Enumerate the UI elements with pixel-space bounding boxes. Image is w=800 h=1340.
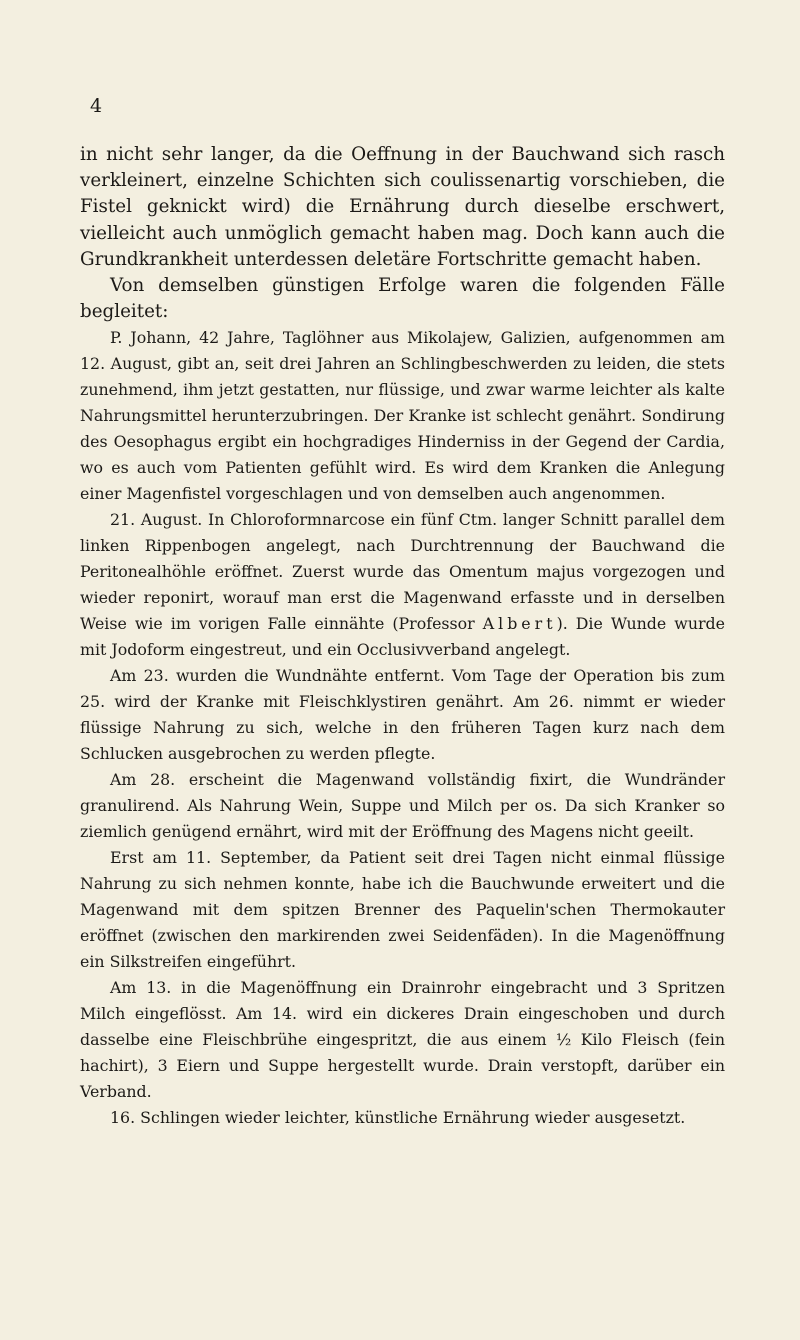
case-day28-paragraph: Am 28. erscheint die Magenwand vollständig fixirt, die Wundränder granulirend. Als Nahrung Wein, Suppe und Milch per os. Da sich Kranker so ziemlich genügend ernährt, wird mit der Eröffnung des Magens nicht geeilt. [80,770,725,842]
case-day13-paragraph [80,975,725,1105]
operation-text-start: 21. August. In Chloroformnarcose ein fünf Ctm. langer Schnitt parallel dem linken Rippenbogen angelegt, nach Durchtrennung der Bauchwand die Peritonealhöhle eröffnet. Zuerst wurde das Omentum majus vorgezogen und wieder reponirt, worauf man erst die Magenwand erfasste und in derselben Weise wie im vorigen Falle einnähte (Professor [80,510,725,634]
case-day16-paragraph: 16. Schlingen wieder leichter, künstliche Ernährung wieder ausgesetzt. [110,1108,686,1128]
day13-text-end: Kilo Fleisch (fein hachirt), 3 Eiern und Suppe hergestellt wurde. Drain verstopft, darüber ein Verband. [80,1030,725,1102]
surgeon-name: Albert [482,614,557,634]
paragraph-intro-cases: Von demselben günstigen Erfolge waren die folgenden Fälle begleitet: [80,275,725,323]
case-history-paragraph: P. Johann, 42 Jahre, Taglöhner aus Mikolajew, Galizien, aufgenommen am 12. August, gibt an, seit drei Jahren an Schlingbeschwerden zu leiden, die stets zunehmend, ihm jetzt gestatten, nur flüssige, und zwar warme leichter als kalte Nahrungsmittel herunterzubringen. Der Kranke ist schlecht genährt. Sondirung des Oesophagus ergibt ein hochgradiges Hinderniss in der Gegend der Cardia, wo es auch vom Patienten gefühlt wird. Es wird dem Kranken die Anlegung einer Magenfistel vorgeschlagen und von demselben auch angenommen. [80,328,725,504]
page-number: 4 [90,95,103,117]
case-day23-paragraph: Am 23. wurden die Wundnähte entfernt. Vom Tage der Operation bis zum 25. wird der Kranke mit Fleischklystiren genährt. Am 26. nimmt er wieder flüssige Nahrung zu sich, welche in den früheren Tagen kurz nach dem Schlucken ausgebrochen zu werden pflegte. [80,666,725,764]
case-september-paragraph: Erst am 11. September, da Patient seit drei Tagen nicht einmal flüssige Nahrung zu sich nehmen konnte, habe ich die Bauchwunde erweitert und die Magenwand mit dem spitzen Brenner des Paquelin'schen Thermokauter eröffnet (zwischen den markirenden zwei Seidenfäden). In die Magenöffnung ein Silkstreifen eingeführt. [80,848,725,972]
operation-text-end: ). Die Wunde wurde mit Jodoform eingestreut, und ein Occlusivverband angelegt. [80,614,725,660]
day13-text-start: Am 13. in die Magenöffnung ein Drainrohr eingebracht und 3 Spritzen Milch eingeflösst. Am 14. wird ein dickeres Drain eingeschoben und durch dasselbe eine Fleischbrühe eingespritzt, die aus einem [80,978,725,1050]
paragraph-continuation: in nicht sehr langer, da die Oeffnung in der Bauchwand sich rasch verkleinert, einzelne Schichten sich coulissenartig vorschieben, die Fistel geknickt wird) die Ernährung durch dieselbe erschwert, vielleicht auch unmöglich gemacht haben mag. Doch kann auch die Grundkrankheit unterdessen deletäre Fortschritte gemacht haben. [80,144,725,270]
body-text [80,142,725,1131]
fraction: ½ [556,1030,572,1050]
case-operation-paragraph [80,507,725,663]
